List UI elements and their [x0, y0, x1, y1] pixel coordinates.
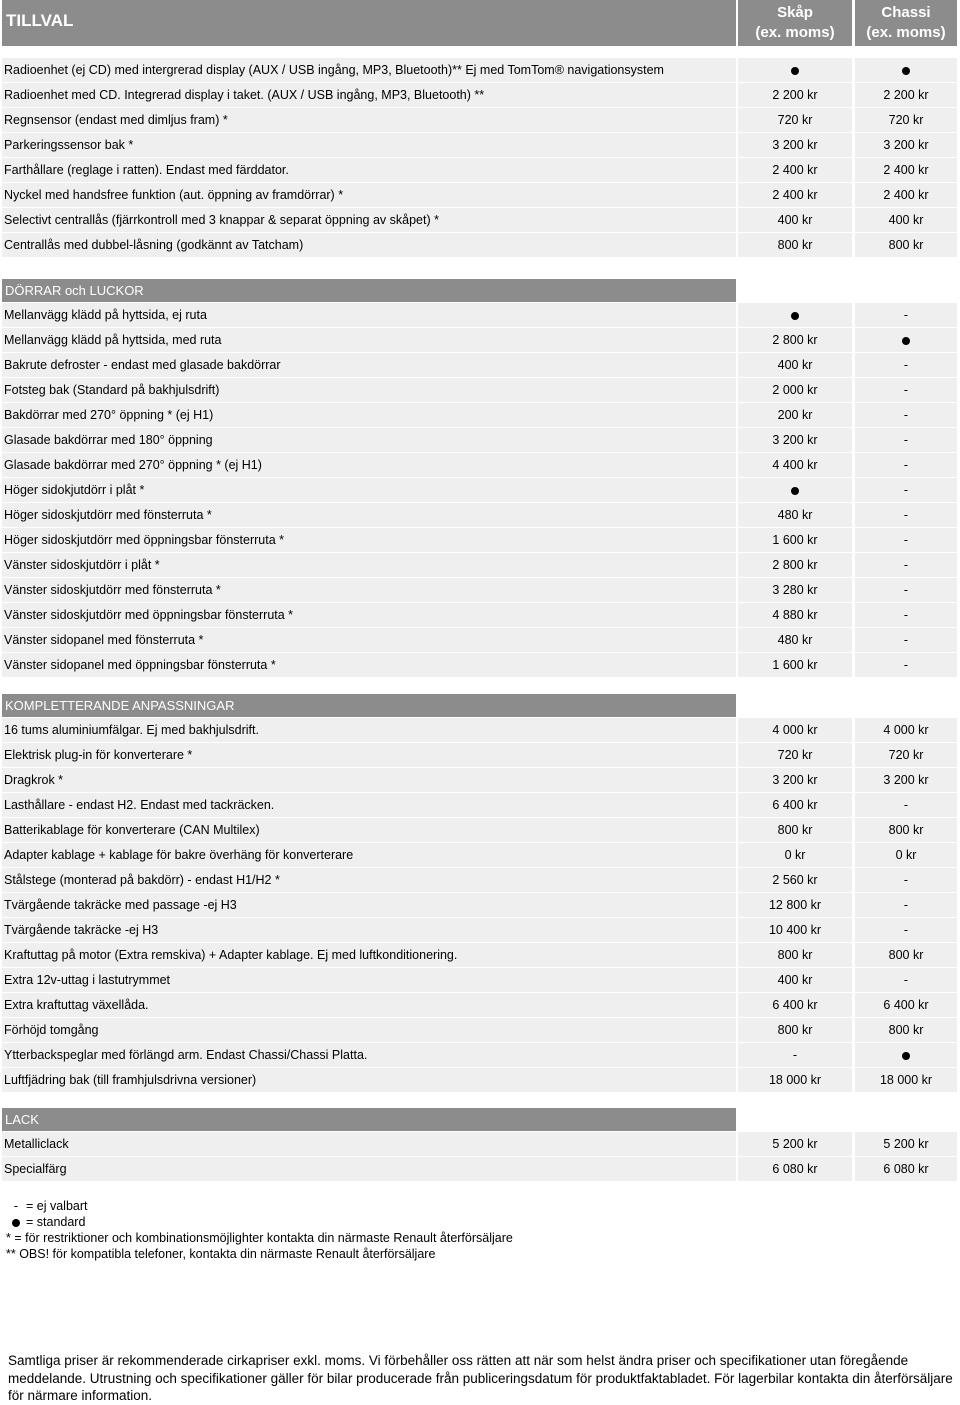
- table-row: [0, 768, 960, 792]
- option-label: Stålstege (monterad på bakdörr) - endast H1/H2 *: [2, 868, 736, 892]
- price-skap: 3 280 kr: [738, 578, 852, 602]
- price-chassi: 3 200 kr: [855, 133, 957, 157]
- table-row: [0, 868, 960, 892]
- price-chassi: 6 080 kr: [855, 1157, 957, 1181]
- price-chassi: 5 200 kr: [855, 1132, 957, 1156]
- price-chassi: -: [855, 793, 957, 817]
- table-row: [0, 328, 960, 352]
- price-skap: 6 400 kr: [738, 993, 852, 1017]
- option-label: Radioenhet (ej CD) med intergrerad display (AUX / USB ingång, MP3, Bluetooth)** Ej med TomTom® navigationsystem: [2, 58, 736, 82]
- table-row: [0, 58, 960, 82]
- option-label: Adapter kablage + kablage för bakre överhäng för konverterare: [2, 843, 736, 867]
- price-skap: 800 kr: [738, 1018, 852, 1042]
- table-row: [0, 603, 960, 627]
- option-label: Bakdörrar med 270° öppning * (ej H1): [2, 403, 736, 427]
- legend-dash: [6, 1198, 513, 1214]
- price-chassi: -: [855, 303, 957, 327]
- table-row: [0, 968, 960, 992]
- price-skap: 4 400 kr: [738, 453, 852, 477]
- price-chassi: [855, 58, 957, 82]
- legend-dot-text: = standard: [26, 1215, 86, 1229]
- price-skap: 0 kr: [738, 843, 852, 867]
- option-label: Selectivt centrallås (fjärrkontroll med 3 knappar & separat öppning av skåpet) *: [2, 208, 736, 232]
- table-row: [0, 353, 960, 377]
- table-row: [0, 83, 960, 107]
- legend: [6, 1198, 513, 1262]
- table-row: [0, 793, 960, 817]
- price-chassi: -: [855, 478, 957, 502]
- option-label: Vänster sidoskjutdörr med fönsterruta *: [2, 578, 736, 602]
- column-header-skap: Skåp: [777, 4, 813, 21]
- standard-dot-icon: [791, 67, 799, 75]
- price-chassi: 800 kr: [855, 1018, 957, 1042]
- footer-disclaimer: Samtliga priser är rekommenderade cirkapriser exkl. moms. Vi förbehåller oss rätten att när som helst ändra priser och specifikationer utan föregående meddelande. Utrustning och specifikationer gäller för bilar producerade från publiceringsdatum för produktfaktabladet. För lagerbilar kontakta din återförsäljare för närmare information.: [8, 1353, 953, 1403]
- option-label: Vänster sidoskjutdörr i plåt *: [2, 553, 736, 577]
- option-label: Kraftuttag på motor (Extra remskiva) + Adapter kablage. Ej med luftkonditionering.: [2, 943, 736, 967]
- price-chassi: 6 400 kr: [855, 993, 957, 1017]
- table-row: [0, 208, 960, 232]
- option-label: Vänster sidopanel med fönsterruta *: [2, 628, 736, 652]
- option-label: Elektrisk plug-in för konverterare *: [2, 743, 736, 767]
- option-label: Glasade bakdörrar med 270° öppning * (ej H1): [2, 453, 736, 477]
- option-label: Höger sidokjutdörr i plåt *: [2, 478, 736, 502]
- option-label: Centrallås med dubbel-låsning (godkännt av Tatcham): [2, 233, 736, 257]
- price-chassi: 800 kr: [855, 818, 957, 842]
- price-skap: 480 kr: [738, 503, 852, 527]
- option-label: Höger sidoskjutdörr med fönsterruta *: [2, 503, 736, 527]
- table-row: [0, 653, 960, 677]
- option-label: Glasade bakdörrar med 180° öppning: [2, 428, 736, 452]
- table-row: [0, 403, 960, 427]
- price-chassi: [855, 1043, 957, 1067]
- option-label: Ytterbackspeglar med förlängd arm. Endast Chassi/Chassi Platta.: [2, 1043, 736, 1067]
- table-row: [0, 1018, 960, 1042]
- price-chassi: -: [855, 353, 957, 377]
- price-skap: 4 880 kr: [738, 603, 852, 627]
- table-row: [0, 818, 960, 842]
- price-chassi: -: [855, 378, 957, 402]
- standard-dot-icon: [902, 337, 910, 345]
- price-skap: 5 200 kr: [738, 1132, 852, 1156]
- option-label: Fotsteg bak (Standard på bakhjulsdrift): [2, 378, 736, 402]
- page-title: TILLVAL: [6, 11, 74, 30]
- standard-dot-icon: [791, 487, 799, 495]
- option-label: Tvärgående takräcke med passage -ej H3: [2, 893, 736, 917]
- price-skap: 3 200 kr: [738, 428, 852, 452]
- price-skap: 12 800 kr: [738, 893, 852, 917]
- price-skap: 2 560 kr: [738, 868, 852, 892]
- option-label: Farthållare (reglage i ratten). Endast med färddator.: [2, 158, 736, 182]
- price-chassi: 2 400 kr: [855, 158, 957, 182]
- table-row: [0, 453, 960, 477]
- option-label: Höger sidoskjutdörr med öppningsbar fönsterruta *: [2, 528, 736, 552]
- option-label: 16 tums aluminiumfälgar. Ej med bakhjulsdrift.: [2, 718, 736, 742]
- option-label: Tvärgående takräcke -ej H3: [2, 918, 736, 942]
- table-row: [0, 578, 960, 602]
- table-row: [0, 1132, 960, 1156]
- price-skap: 2 400 kr: [738, 158, 852, 182]
- price-skap: 18 000 kr: [738, 1068, 852, 1092]
- price-chassi: -: [855, 528, 957, 552]
- price-skap: 1 600 kr: [738, 528, 852, 552]
- price-chassi: -: [855, 868, 957, 892]
- header-skap-cell: [738, 0, 852, 46]
- table-row: [0, 528, 960, 552]
- option-label: Vänster sidoskjutdörr med öppningsbar fönsterruta *: [2, 603, 736, 627]
- option-label: Mellanvägg klädd på hyttsida, med ruta: [2, 328, 736, 352]
- price-skap: 2 800 kr: [738, 553, 852, 577]
- option-label: Mellanvägg klädd på hyttsida, ej ruta: [2, 303, 736, 327]
- price-chassi: -: [855, 503, 957, 527]
- header-title-cell: [2, 0, 736, 46]
- table-row: [0, 478, 960, 502]
- option-label: Batterikablage för konverterare (CAN Multilex): [2, 818, 736, 842]
- price-skap: 6 080 kr: [738, 1157, 852, 1181]
- table-row: [0, 378, 960, 402]
- table-row: [0, 108, 960, 132]
- table-row: [0, 718, 960, 742]
- table-row: [0, 233, 960, 257]
- option-label: Extra kraftuttag växellåda.: [2, 993, 736, 1017]
- table-row: [0, 503, 960, 527]
- price-chassi: 4 000 kr: [855, 718, 957, 742]
- price-skap: 4 000 kr: [738, 718, 852, 742]
- price-skap: 1 600 kr: [738, 653, 852, 677]
- price-skap: 800 kr: [738, 818, 852, 842]
- price-skap: [738, 58, 852, 82]
- option-label: Bakrute defroster - endast med glasade bakdörrar: [2, 353, 736, 377]
- table-row: [0, 893, 960, 917]
- price-chassi: -: [855, 428, 957, 452]
- price-chassi: -: [855, 553, 957, 577]
- option-label: Regnsensor (endast med dimljus fram) *: [2, 108, 736, 132]
- price-chassi: 3 200 kr: [855, 768, 957, 792]
- dash-symbol: -: [13, 1199, 19, 1213]
- legend-obs-note: ** OBS! för kompatibla telefoner, kontakta din närmaste Renault återförsäljare: [6, 1247, 436, 1261]
- header-chassi-cell: [855, 0, 957, 46]
- price-skap: 2 400 kr: [738, 183, 852, 207]
- section-header: LACK: [2, 1108, 736, 1131]
- price-skap: 3 200 kr: [738, 768, 852, 792]
- table-row: [0, 628, 960, 652]
- legend-dot: [6, 1214, 513, 1230]
- option-label: Vänster sidopanel med öppningsbar fönsterruta *: [2, 653, 736, 677]
- option-label: Lasthållare - endast H2. Endast med tackräcken.: [2, 793, 736, 817]
- standard-dot-icon: [902, 1052, 910, 1060]
- table-row: [0, 993, 960, 1017]
- price-skap: 200 kr: [738, 403, 852, 427]
- table-row: [0, 183, 960, 207]
- table-row: [0, 303, 960, 327]
- price-skap: 800 kr: [738, 233, 852, 257]
- section-header: KOMPLETTERANDE ANPASSNINGAR: [2, 694, 736, 717]
- option-label: Förhöjd tomgång: [2, 1018, 736, 1042]
- price-skap: 10 400 kr: [738, 918, 852, 942]
- price-chassi: -: [855, 918, 957, 942]
- column-header-chassi-note: (ex. moms): [866, 24, 946, 41]
- price-chassi: -: [855, 968, 957, 992]
- option-label: Luftfjädring bak (till framhjulsdrivna versioner): [2, 1068, 736, 1092]
- price-skap: 720 kr: [738, 108, 852, 132]
- price-chassi: 720 kr: [855, 743, 957, 767]
- price-skap: [738, 303, 852, 327]
- column-header-chassi: Chassi: [881, 4, 931, 21]
- table-row: [0, 843, 960, 867]
- section-header: DÖRRAR och LUCKOR: [2, 279, 736, 302]
- option-label: Nyckel med handsfree funktion (aut. öppning av framdörrar) *: [2, 183, 736, 207]
- price-skap: -: [738, 1043, 852, 1067]
- option-label: Extra 12v-uttag i lastutrymmet: [2, 968, 736, 992]
- legend-dash-text: = ej valbart: [26, 1199, 88, 1213]
- table-row: [0, 743, 960, 767]
- price-skap: 800 kr: [738, 943, 852, 967]
- price-skap: 6 400 kr: [738, 793, 852, 817]
- price-chassi: -: [855, 653, 957, 677]
- price-skap: 3 200 kr: [738, 133, 852, 157]
- price-skap: 480 kr: [738, 628, 852, 652]
- legend-star-note: * = för restriktioner och kombinationsmöjlighter kontakta din närmaste Renault återförsäljare: [6, 1231, 513, 1245]
- standard-dot-icon: [6, 1214, 26, 1230]
- table-row: [0, 133, 960, 157]
- price-chassi: 800 kr: [855, 233, 957, 257]
- option-label: Parkeringssensor bak *: [2, 133, 736, 157]
- standard-dot-icon: [791, 312, 799, 320]
- price-chassi: -: [855, 603, 957, 627]
- table-row: [0, 1068, 960, 1092]
- table-row: [0, 1157, 960, 1181]
- table-row: [0, 158, 960, 182]
- column-header-skap-note: (ex. moms): [755, 24, 835, 41]
- price-skap: 720 kr: [738, 743, 852, 767]
- price-skap: 400 kr: [738, 968, 852, 992]
- price-skap: 400 kr: [738, 353, 852, 377]
- table-row: [0, 428, 960, 452]
- standard-dot-icon: [902, 67, 910, 75]
- table-row: [0, 943, 960, 967]
- price-skap: 400 kr: [738, 208, 852, 232]
- price-chassi: 2 400 kr: [855, 183, 957, 207]
- price-chassi: -: [855, 403, 957, 427]
- price-chassi: 0 kr: [855, 843, 957, 867]
- price-skap: 2 200 kr: [738, 83, 852, 107]
- table-row: [0, 1043, 960, 1067]
- price-chassi: -: [855, 453, 957, 477]
- price-chassi: [855, 328, 957, 352]
- price-chassi: -: [855, 893, 957, 917]
- table-row: [0, 553, 960, 577]
- option-label: Radioenhet med CD. Integrerad display i taket. (AUX / USB ingång, MP3, Bluetooth) **: [2, 83, 736, 107]
- price-skap: 2 800 kr: [738, 328, 852, 352]
- option-label: Metalliclack: [2, 1132, 736, 1156]
- price-skap: 2 000 kr: [738, 378, 852, 402]
- price-skap: [738, 478, 852, 502]
- price-chassi: 720 kr: [855, 108, 957, 132]
- price-chassi: 2 200 kr: [855, 83, 957, 107]
- price-chassi: 400 kr: [855, 208, 957, 232]
- option-label: Specialfärg: [2, 1157, 736, 1181]
- price-chassi: -: [855, 628, 957, 652]
- price-chassi: -: [855, 578, 957, 602]
- option-label: Dragkrok *: [2, 768, 736, 792]
- price-chassi: 800 kr: [855, 943, 957, 967]
- price-chassi: 18 000 kr: [855, 1068, 957, 1092]
- table-row: [0, 918, 960, 942]
